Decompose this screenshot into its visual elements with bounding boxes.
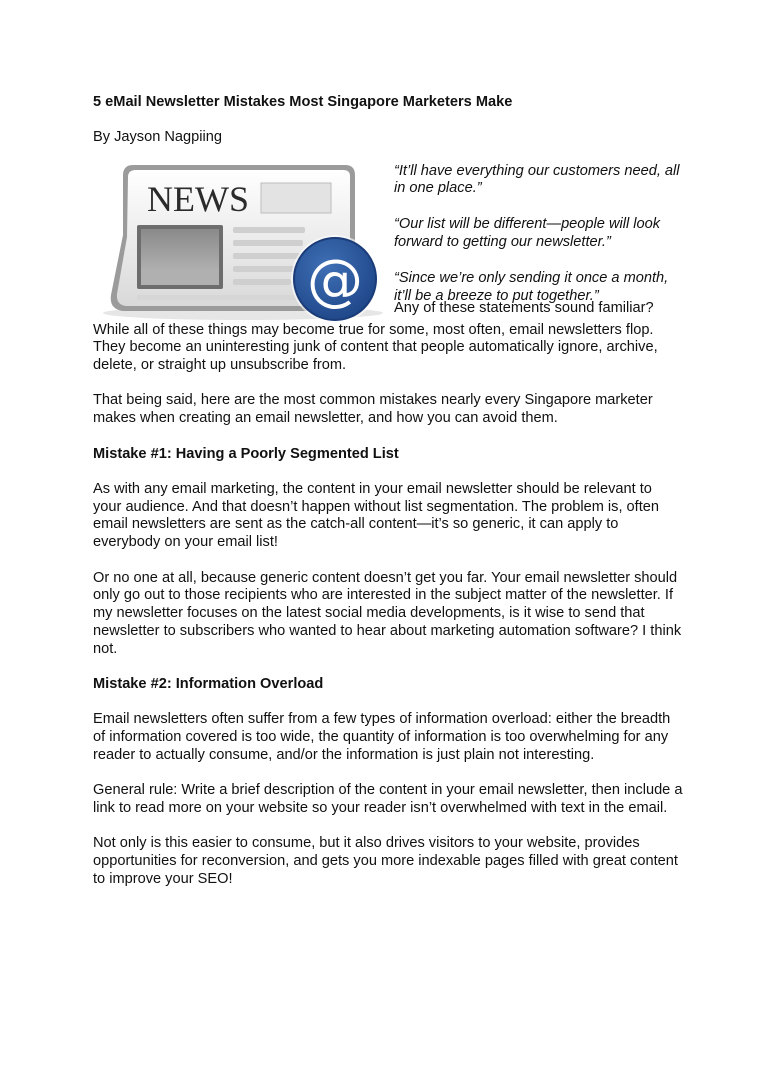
- quote-item: “It’ll have everything our customers need, all in one place.”: [394, 162, 680, 197]
- quote-item: “Our list will be different—people will look forward to getting our newsletter.”: [394, 216, 661, 250]
- document-title: 5 eMail Newsletter Mistakes Most Singapore Marketers Make: [93, 94, 513, 110]
- intro-paragraph: That being said, here are the most common mistakes nearly every Singapore marketer makes when creating an email newsletter, and how you can avoid them.: [93, 392, 653, 427]
- mistake-2-paragraph: General rule: Write a brief description of the content in your email newsletter, then include a link to read more on your website so your reader isn’t overwhelmed with text in the email.: [93, 782, 683, 817]
- document-page: [93, 94, 683, 906]
- section-heading-mistake-2: Mistake #2: Information Overload: [93, 676, 324, 693]
- intro-paragraph: While all of these things may become true for some, most often, email newsletters flop. They become an uninteresting junk of content that people automatically ignore, archive, delete, or straight up unsubscribe from.: [93, 321, 658, 374]
- section-heading-mistake-1: Mistake #1: Having a Poorly Segmented List: [93, 445, 399, 462]
- intro-block: [93, 163, 683, 322]
- mistake-2-paragraph: Email newsletters often suffer from a few types of information overload: either the breadth of information covered is too wide, the quantity of information is too overwhelming for any reader to actually consume, and/or the information is just plain not interesting.: [93, 711, 671, 763]
- mistake-1-paragraph: Or no one at all, because generic content doesn’t get you far. Your email newsletter should only go out to those recipients who are interested in the subject matter of the newsletter. If my newsletter focuses on the latest social media developments, is it wise to send that newsletter to subscribers who wanted to hear about marketing automation software? I think not.: [93, 569, 682, 657]
- quote-item: “Since we’re only sending it once a month, it’ll be a breeze to put together.”: [394, 269, 669, 304]
- mistake-2-paragraph: Not only is this easier to consume, but it also drives visitors to your website, provides opportunities for reconversion, and gets you more indexable pages filled with great content to improve your SEO!: [93, 835, 678, 887]
- newspaper-email-icon: [93, 163, 393, 322]
- familiar-question: Any of these statements sound familiar?: [394, 299, 654, 316]
- at-symbol-text: @: [307, 247, 363, 313]
- mistake-1-paragraph: As with any email marketing, the content in your email newsletter should be relevant to your audience. And that doesn’t happen without list segmentation. The problem is, often email newsletters are sent as the catch-all content—it’s so generic, it can apply to everybody on your email list!: [93, 480, 660, 551]
- author-byline: By Jayson Nagpiing: [93, 128, 222, 145]
- news-text: NEWS: [147, 178, 249, 219]
